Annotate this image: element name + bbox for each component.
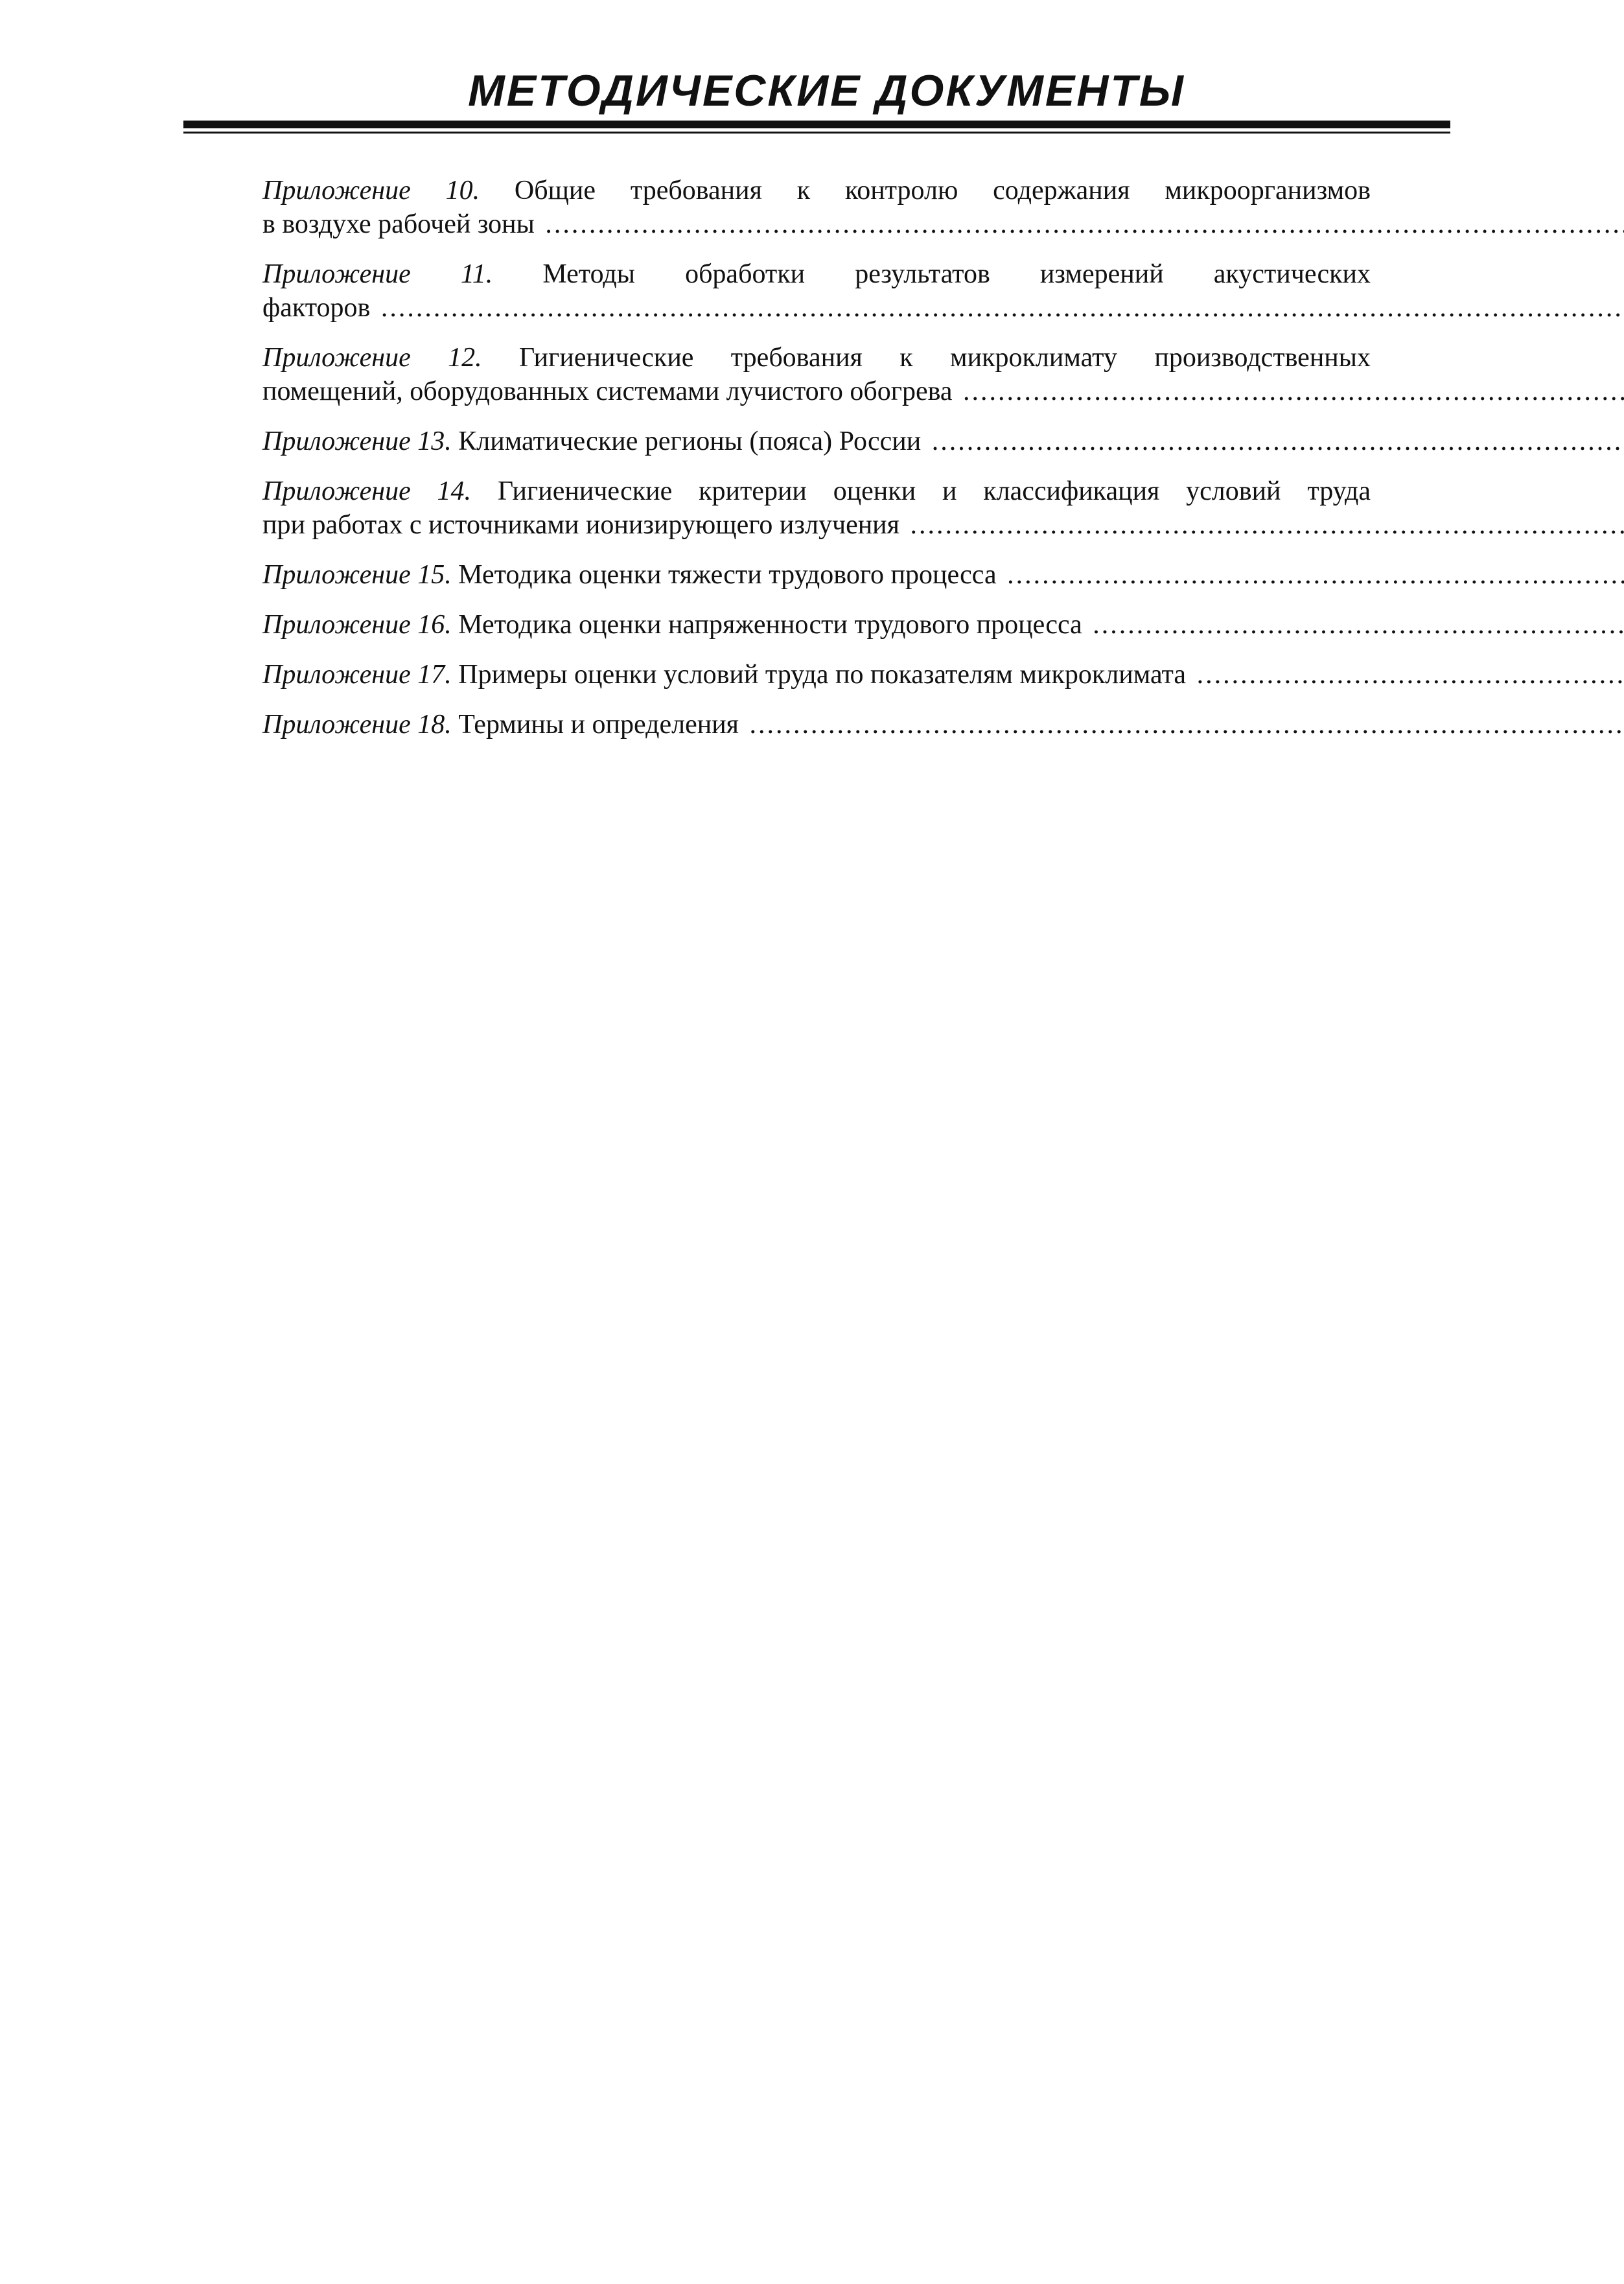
toc-entry-title: Термины и определения: [458, 710, 739, 740]
toc-entry-label: Приложение: [262, 343, 411, 373]
toc-entry-title-cont: факторов: [262, 293, 371, 323]
toc-entry-number: 18.: [417, 710, 452, 740]
toc-entry-number: 12.: [448, 343, 482, 373]
toc-entry-title: Примеры оценки условий труда по показателям микроклимата: [458, 660, 1187, 690]
toc-entry-16[interactable]: [262, 608, 1448, 642]
toc-entry-number: 13.: [417, 426, 452, 456]
toc-entry-number: 10.: [445, 176, 480, 205]
toc-entry-11[interactable]: [262, 257, 1448, 325]
dot-leader: [545, 209, 1624, 239]
toc-entry-label: Приложение: [262, 610, 411, 640]
toc-entry-lead-line: [262, 207, 1448, 241]
dot-leader: [910, 510, 1624, 540]
dot-leader: [381, 293, 1624, 323]
toc-entry-title: Гигиенические требования к микроклимату производственных: [519, 343, 1371, 373]
toc-entry-first-line: [262, 341, 1448, 375]
toc-entry-label: Приложение: [262, 259, 411, 289]
toc-entry-title: Методика оценки напряженности трудового процесса: [458, 610, 1082, 640]
toc-entry-title: Общие требования к контролю содержания микроорганизмов: [514, 176, 1371, 205]
toc-entry-lead-line: [262, 425, 1448, 458]
toc-entry-10[interactable]: [262, 174, 1448, 241]
toc-entry-text: [262, 560, 997, 590]
toc-entry-label: Приложение: [262, 476, 411, 506]
toc-entry-number: 17.: [417, 660, 452, 690]
toc-entry-lead-line: [262, 558, 1448, 592]
toc-entry-first-line: [262, 257, 1448, 291]
toc-entry-title-cont: в воздухе рабочей зоны: [262, 209, 535, 239]
toc-entry-title: Методика оценки тяжести трудового процесса: [458, 560, 997, 590]
toc-entry-12[interactable]: [262, 341, 1448, 408]
toc-entry-lead-line: [262, 291, 1448, 325]
toc-entry-lead-line: [262, 375, 1448, 408]
toc-entry-title: Методы обработки результатов измерений акустических: [542, 259, 1371, 289]
table-of-contents: [262, 174, 1448, 758]
header-rule: [183, 121, 1450, 128]
toc-entry-13[interactable]: [262, 425, 1448, 458]
toc-entry-label: Приложение: [262, 560, 411, 590]
toc-entry-title: Гигиенические критерии оценки и классификация условий труда: [497, 476, 1371, 506]
toc-entry-label: Приложение: [262, 176, 411, 205]
dot-leader: [932, 426, 1624, 456]
toc-entry-number: 11.: [460, 259, 493, 289]
toc-entry-number: 16.: [417, 610, 452, 640]
toc-entry-text: [262, 610, 1082, 640]
dot-leader: [1007, 560, 1624, 590]
toc-entry-title-cont: помещений, оборудованных системами лучистого обогрева: [262, 377, 953, 406]
toc-entry-lead-line: [262, 708, 1448, 741]
toc-entry-lead-line: [262, 608, 1448, 642]
page-header: [183, 65, 1450, 134]
toc-entry-15[interactable]: [262, 558, 1448, 592]
dot-leader: [750, 710, 1624, 740]
toc-entry-14[interactable]: [262, 474, 1448, 542]
toc-entry-lead-line: [262, 658, 1448, 692]
toc-entry-text: [262, 660, 1186, 690]
header-rule-thin: [183, 132, 1450, 134]
toc-entry-17[interactable]: [262, 658, 1448, 692]
header-title: МЕТОДИЧЕСКИЕ ДОКУМЕНТЫ: [468, 66, 1185, 115]
toc-entry-title: Климатические регионы (пояса) России: [458, 426, 922, 456]
toc-entry-text: [262, 710, 739, 740]
toc-entry-label: Приложение: [262, 710, 411, 740]
toc-entry-first-line: [262, 474, 1448, 508]
toc-entry-text: [262, 426, 921, 456]
toc-entry-number: 15.: [417, 560, 452, 590]
toc-entry-title-cont: при работах с источниками ионизирующего излучения: [262, 510, 899, 540]
toc-entry-lead-line: [262, 508, 1448, 542]
toc-entry-label: Приложение: [262, 426, 411, 456]
toc-entry-18[interactable]: [262, 708, 1448, 741]
toc-entry-first-line: [262, 174, 1448, 207]
toc-entry-label: Приложение: [262, 660, 411, 690]
dot-leader: [1093, 610, 1624, 640]
dot-leader: [1197, 660, 1624, 690]
toc-entry-number: 14.: [437, 476, 472, 506]
dot-leader: [963, 377, 1624, 406]
